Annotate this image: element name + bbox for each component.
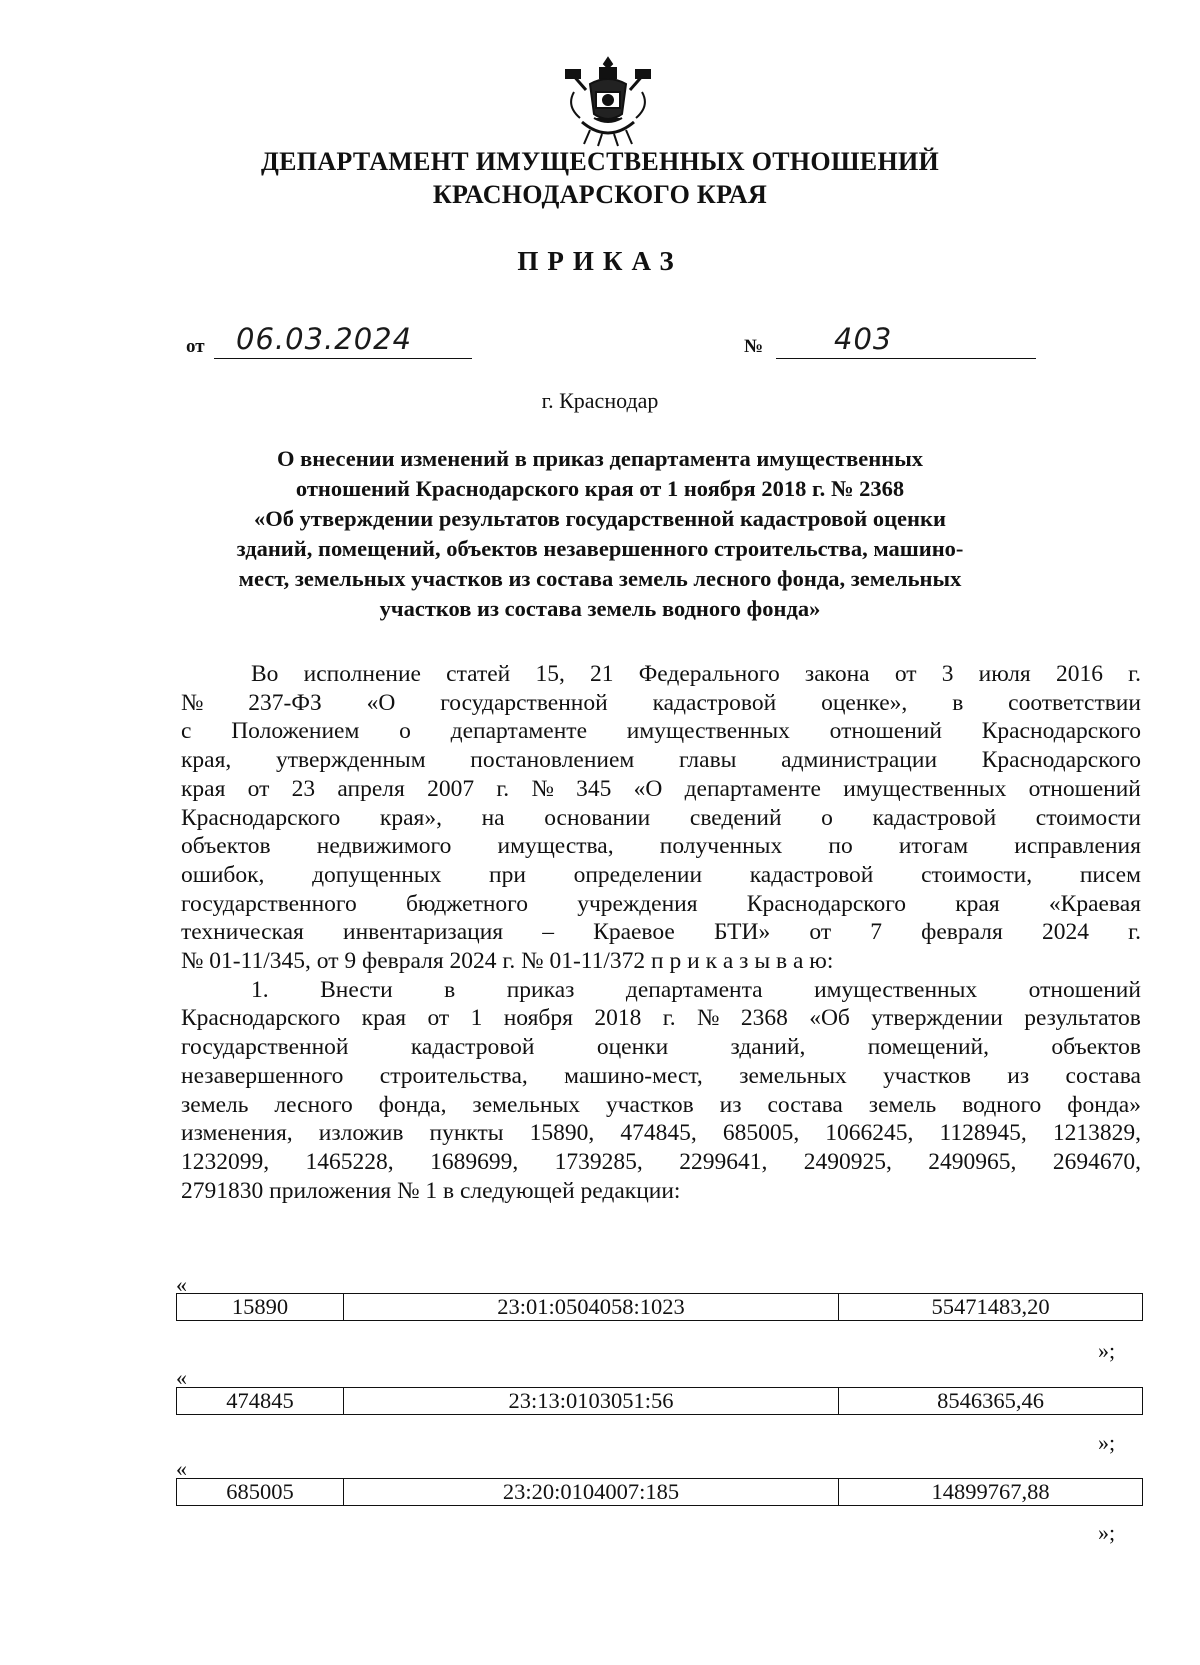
body-word: ошибок, [181,861,265,888]
body-word: незавершенного [181,1062,344,1089]
body-word: недвижимого [316,833,452,860]
body-word: соответствии [1008,689,1141,716]
body-word: № [181,689,204,716]
body-word: состава [1065,1062,1141,1089]
body-line [181,689,1141,718]
body-word: администрации [781,747,938,774]
body-line [181,1033,1141,1062]
body-word: утверждении [871,1005,1003,1032]
body-word: 2024 [1041,919,1089,946]
body-line [181,660,1141,689]
entry-cadastral: 23:20:0104007:185 [344,1479,839,1506]
body-word: приказ [506,976,575,1003]
body-word: водного [962,1091,1042,1118]
body-word: края [181,775,226,802]
body-word: № [697,1005,720,1032]
body-word: объектов [181,833,271,860]
body-word: статей [446,661,511,687]
city: г. Краснодар [541,388,659,413]
body-word: департаменте [450,718,588,745]
entry-value: 55471483,20 [839,1294,1143,1321]
body-line [181,1004,1141,1033]
body-word: 15890, [529,1120,595,1147]
body-word: Краснодарского [181,804,341,831]
body-line [181,1062,1141,1091]
body-word: 1066245, [825,1120,914,1147]
body-word: писем [1079,861,1141,888]
entry-value: 14899767,88 [839,1479,1143,1506]
body-word: края [955,890,1000,917]
entry-table [176,1387,1143,1415]
body-word: февраля [921,919,1003,946]
number-underline [776,358,1036,359]
body-word: государственной [440,689,608,716]
body-word: 1689699, [430,1148,519,1175]
body-word: земель [181,1091,249,1118]
body-word: 237-ФЗ [248,689,322,716]
body-word: земельных [739,1062,847,1089]
body-line [181,832,1141,861]
body-line [181,1177,1141,1206]
body-word: «О [366,689,396,716]
body-word: департамента [625,976,763,1003]
order-number: 403 [834,322,893,356]
body-line [181,1091,1141,1120]
body-word: ноября [503,1005,573,1032]
body-word: исправления [1014,833,1141,860]
body-word: бюджетного [405,890,528,917]
body-word: основании [544,804,651,831]
body-word: 1465228, [305,1148,394,1175]
body-word: от [894,661,917,687]
quote-open: « [176,1456,187,1481]
table-row [177,1388,1143,1415]
body-word: 2018 [594,1005,642,1032]
entry-number: 15890 [177,1294,344,1321]
order-details [0,318,1200,368]
body-word: определении [573,861,703,888]
body-word: 3 [941,661,954,687]
body-word: 1. [251,976,269,1003]
body-line [181,890,1141,919]
body-word: земель [868,1091,937,1118]
body-word: Федерального [638,661,780,687]
body-word: отношений [829,718,942,745]
body-word: стоимости, [921,861,1033,888]
body-word: отношений [1028,976,1141,1003]
entry-value: 8546365,46 [839,1388,1143,1415]
body-word: оценки [596,1034,669,1061]
body-word: г. [662,1005,676,1032]
title-line: О внесении изменений в приказ департамента имущественных [276,446,924,471]
body-word: из [719,1091,742,1118]
body-word: изложив [318,1120,404,1147]
body-word: Внести [320,976,393,1003]
body-word: Краснодарского [981,747,1141,774]
entry-cadastral: 23:13:0103051:56 [344,1388,839,1415]
body-word: инвентаризация [343,919,504,946]
body-word: 7 [870,919,882,946]
body-word: строительства, [379,1062,528,1089]
body-line [181,717,1141,746]
body-line [181,918,1141,947]
body-word: учреждения [577,890,698,917]
body-word: сведений [689,804,782,831]
body-word: 1232099, [181,1148,270,1175]
body-word: от [427,1005,450,1032]
body-word: г. [1128,919,1141,946]
body-word: июля [978,661,1031,687]
body-word: состава [767,1091,843,1118]
body-word: помещений, [867,1034,989,1061]
body-word: утвержденным [275,747,426,774]
body-word: 2368 [740,1005,788,1032]
body-word: Положением [231,718,360,745]
body-word: допущенных [312,861,442,888]
body-word: Краснодарского [981,718,1141,745]
body-word: Краснодарского [181,1005,341,1032]
title-line: зданий, помещений, объектов незавершенного строительства, машино- [236,536,964,561]
department-name-line2: КРАСНОДАРСКОГО КРАЯ [432,180,768,209]
body-word: по [828,833,853,860]
entry-table [176,1478,1143,1506]
body-word: на [481,804,505,831]
body-line [181,775,1141,804]
body-line [181,861,1141,890]
title-line: «Об утверждении результатов государственной кадастровой оценки [254,506,946,531]
body-word: результатов [1024,1005,1141,1032]
body-word: зданий, [730,1034,806,1061]
body-word: фонда, [378,1091,447,1118]
body-word: в [952,689,964,716]
body-word: оценке», [821,689,908,716]
body-word: участков [883,1062,971,1089]
body-word: «Об [809,1005,850,1032]
quote-open: « [176,1272,187,1297]
quote-close: »; [1098,1430,1116,1455]
body-word: 2791830 приложения № 1 в следующей редакции: [181,1177,681,1204]
body-line [181,1148,1141,1177]
body-word: земельных [472,1091,580,1118]
title-line: мест, земельных участков из состава земель лесного фонда, земельных [238,566,962,591]
body-word: 21 [590,661,614,687]
body-line [181,947,1141,976]
body-word: с [181,718,192,745]
body-word: имущественных [843,775,1007,802]
body-word: объектов [1051,1034,1141,1061]
entry-number: 685005 [177,1479,344,1506]
body-line [181,976,1141,1005]
body-word: техническая [181,919,304,946]
entry-number: 474845 [177,1388,344,1415]
body-word: 1128945, [939,1120,1027,1147]
department-name-line1: ДЕПАРТАМЕНТ ИМУЩЕСТВЕННЫХ ОТНОШЕНИЙ [260,147,940,176]
body-word: имущества, [497,833,614,860]
table-row [177,1294,1143,1321]
body-line [181,804,1141,833]
body-word: в [444,976,456,1003]
coat-of-arms-icon [560,52,656,150]
body-word: 15, [535,661,565,687]
body-word: Краснодарского [746,890,907,917]
body-line [181,1119,1141,1148]
body-word: от [809,919,832,946]
body-word: № 01-11/345, от 9 февраля 2024 г. № 01-11/372 п р и к а з ы в а ю: [181,948,834,975]
body-word: кадастровой [872,804,997,831]
body-word: 2016 [1055,661,1103,687]
body-word: имущественных [626,718,790,745]
table-row [177,1479,1143,1506]
body-word: «О [633,775,663,802]
body-line [181,746,1141,775]
body-word: постановлением [470,747,635,774]
body-word: края», [379,804,442,831]
body-word: кадастровой [652,689,777,716]
body-word: фонда» [1067,1091,1141,1118]
body-word: закона [804,661,870,687]
quote-close: »; [1098,1338,1116,1363]
body-word: государственного [181,890,357,917]
document-type: ПРИКАЗ [517,246,683,276]
body-word: при [489,861,526,888]
body-word: 2694670, [1052,1148,1141,1175]
body-word: 23 [291,775,316,802]
body-word: полученных [659,833,783,860]
quote-close: »; [1098,1520,1116,1545]
title-line: отношений Краснодарского края от 1 ноября 2018 г. № 2368 [295,476,905,501]
body-word: 1213829, [1052,1120,1141,1147]
body-word: «Краевая [1048,890,1141,917]
body-word: края [361,1005,407,1032]
quote-open: « [176,1365,187,1390]
body-word: апреля [337,775,405,802]
body-word: 1739285, [554,1148,643,1175]
body-word: стоимости [1035,804,1141,831]
body-word: главы [678,747,737,774]
body-word: изменения, [181,1120,293,1147]
body-word: 2299641, [679,1148,768,1175]
entry-cadastral: 23:01:0504058:1023 [344,1294,839,1321]
body-word: 345 [576,775,612,802]
entry-table [176,1293,1143,1321]
body-word: кадастровой [749,861,874,888]
body-word: БТИ» [713,919,771,946]
body-word: о [399,718,411,745]
body-word: от [247,775,270,802]
body-word: участков [605,1091,694,1118]
body-word: г. [1128,661,1141,687]
body-word: 2490965, [928,1148,1017,1175]
body-word: г. [496,775,510,802]
body-word: из [1007,1062,1030,1089]
body-word: – [542,919,554,946]
body-word: департаменте [684,775,821,802]
body-word: 685005, [722,1120,800,1147]
body-word: № [531,775,554,802]
body-word: исполнение [303,661,421,687]
body-word: 2490925, [803,1148,892,1175]
body-word: итогам [898,833,969,860]
body-word: о [821,804,833,831]
body-word: 474845, [620,1120,697,1147]
order-date: 06.03.2024 [236,322,413,356]
body-word: Во [251,661,279,687]
body-word: лесного [274,1091,353,1118]
date-label: от [186,336,205,357]
body-word: машино-мест, [564,1062,703,1089]
date-underline [214,358,472,359]
body-word: государственной [181,1034,349,1061]
body-word: края, [181,747,232,774]
order-title [230,444,970,624]
body-word: кадастровой [410,1034,535,1061]
body-word: 2007 [427,775,475,802]
order-body [181,660,1141,1205]
body-word: отношений [1028,775,1141,802]
body-word: Краевое [593,919,675,946]
number-label: № [744,336,764,357]
title-line: участков из состава земель водного фонда» [379,596,821,621]
body-word: 1 [470,1005,483,1032]
body-word: имущественных [814,976,978,1003]
body-word: пункты [429,1120,504,1147]
